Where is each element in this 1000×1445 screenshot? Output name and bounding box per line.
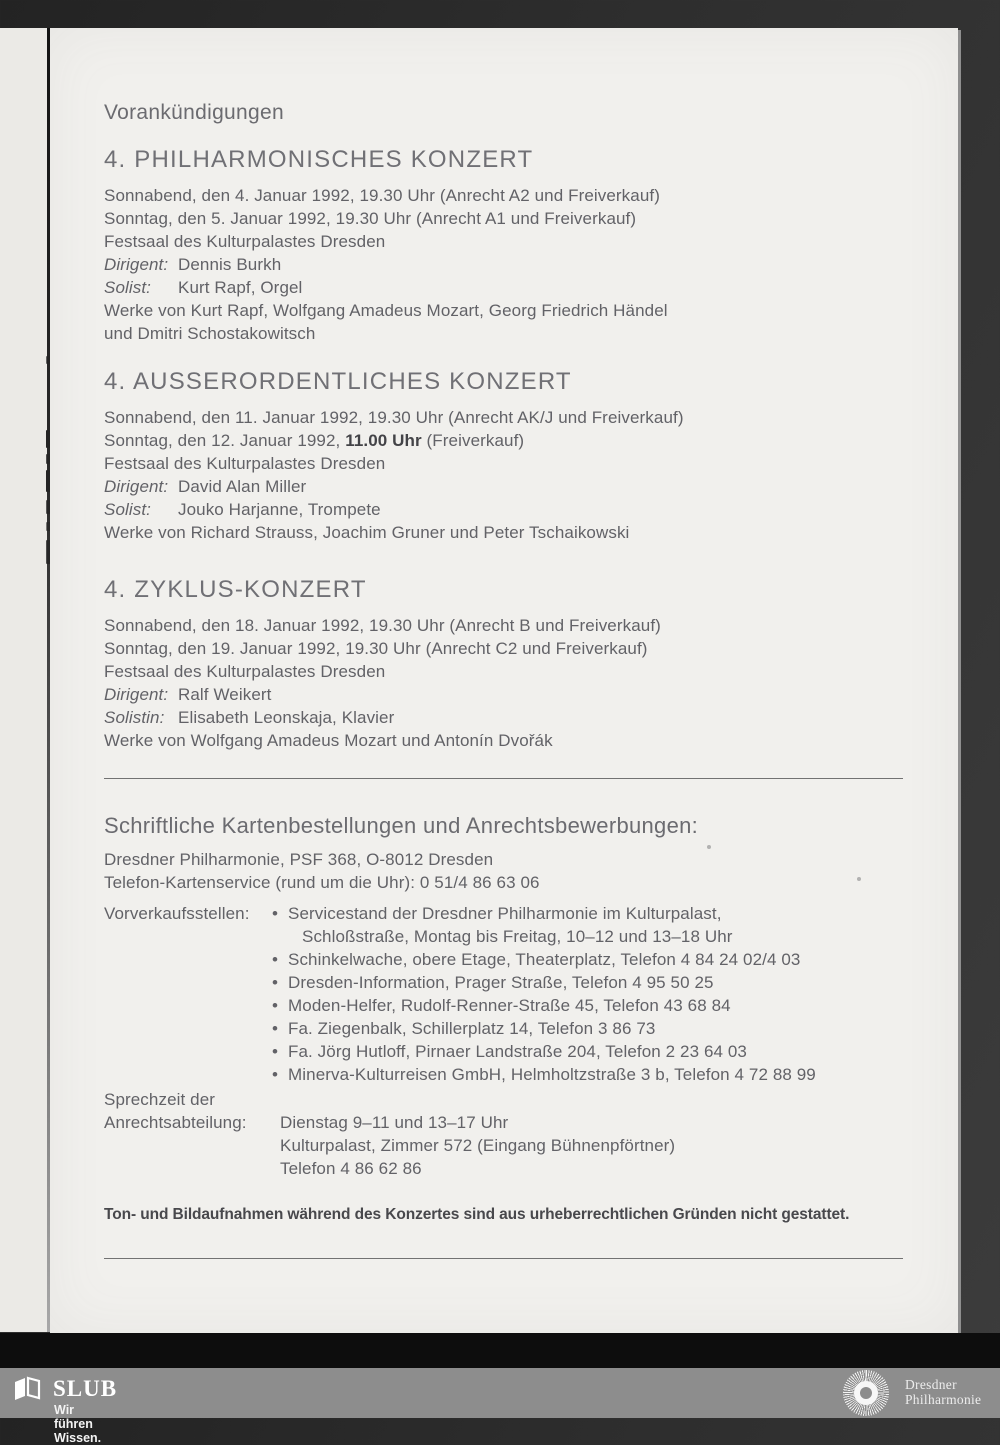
scanned-page xyxy=(50,28,958,1333)
footer-branding-bar xyxy=(0,1368,1000,1445)
concert-section-2 xyxy=(104,368,903,544)
outlet-line: Schloßstraße, Montag bis Freitag, 10–12 und 13–18 Uhr xyxy=(302,927,733,946)
book-icon xyxy=(13,1376,41,1402)
outlet-row xyxy=(272,1063,903,1086)
outlet-row xyxy=(272,902,903,948)
role-label: Dirigent: xyxy=(104,685,169,704)
date-text: (Freiverkauf) xyxy=(421,431,525,450)
outlet-text: Minerva-Kulturreisen GmbH, Helmholtzstraße 3 b, Telefon 4 72 88 99 xyxy=(288,1065,816,1084)
concert-date-line xyxy=(104,429,903,452)
office-value-line: Kulturpalast, Zimmer 572 (Eingang Bühnenpförtner) xyxy=(280,1136,676,1155)
office-label-line: Sprechzeit der xyxy=(104,1090,216,1109)
role-value: Elisabeth Leonskaja, Klavier xyxy=(178,708,395,727)
concert-title: 4. PHILHARMONISCHES KONZERT xyxy=(104,146,534,173)
concert-date-line xyxy=(104,184,903,207)
role-label: Solistin: xyxy=(104,708,165,727)
role-row xyxy=(104,683,903,706)
bullet-icon: • xyxy=(272,996,279,1015)
philharmonie-wordmark xyxy=(905,1377,981,1407)
role-value: Jouko Harjanne, Trompete xyxy=(178,500,381,519)
concert-date-line xyxy=(104,637,903,660)
outlet-line xyxy=(272,948,903,971)
outlet-row xyxy=(272,1040,903,1063)
role-row xyxy=(104,475,903,498)
date-text: Sonnabend, den 4. Januar 1992, 19.30 Uhr (Anrecht A2 und Freiverkauf) xyxy=(104,186,660,205)
outlet-row xyxy=(272,994,903,1017)
page-kicker: Vorankündigungen xyxy=(104,101,284,124)
scanner-background-band xyxy=(0,1333,1000,1368)
slub-wordmark: SLUB xyxy=(53,1376,118,1401)
role-row xyxy=(104,706,903,729)
bullet-icon: • xyxy=(272,1065,279,1084)
date-bold-text: 11.00 Uhr xyxy=(345,431,422,450)
outlet-text: Moden-Helfer, Rudolf-Renner-Straße 45, Telefon 43 68 84 xyxy=(288,996,731,1015)
role-label: Solist: xyxy=(104,278,151,297)
role-value: David Alan Miller xyxy=(178,477,307,496)
bullet-icon: • xyxy=(272,904,279,923)
outlet-row xyxy=(272,948,903,971)
adjacent-page-edge xyxy=(0,28,49,1332)
recording-notice: Ton- und Bildaufnahmen während des Konzertes sind aus urheberrechtlichen Gründen nicht gestattet. xyxy=(104,1206,850,1223)
date-text: Sonntag, den 19. Januar 1992, 19.30 Uhr (Anrecht C2 und Freiverkauf) xyxy=(104,639,648,658)
outlet-line xyxy=(272,1017,903,1040)
office-hours-value xyxy=(280,1111,675,1180)
section-divider xyxy=(104,778,903,779)
role-value: Ralf Weikert xyxy=(178,685,272,704)
date-text: Sonnabend, den 11. Januar 1992, 19.30 Uhr (Anrecht AK/J und Freiverkauf) xyxy=(104,408,684,427)
outlet-text: Dresden-Information, Prager Straße, Telefon 4 95 50 25 xyxy=(288,973,714,992)
outlets-label: Vorverkaufsstellen: xyxy=(104,904,250,923)
outlets-list xyxy=(272,902,903,1086)
bullet-icon: • xyxy=(272,1019,279,1038)
booking-phone-service: Telefon-Kartenservice (rund um die Uhr): 0 51/4 86 63 06 xyxy=(104,873,540,892)
concert-venue: Festsaal des Kulturpalastes Dresden xyxy=(104,662,386,681)
works-line: und Dmitri Schostakowitsch xyxy=(104,324,316,343)
booking-address-block xyxy=(104,848,903,894)
concert-title: 4. AUSSERORDENTLICHES KONZERT xyxy=(104,368,572,395)
philharmonie-name-line: Dresdner xyxy=(905,1377,957,1392)
role-value: Kurt Rapf, Orgel xyxy=(178,278,303,297)
outlet-text: Fa. Ziegenbalk, Schillerplatz 14, Telefon 3 86 73 xyxy=(288,1019,656,1038)
outlet-line xyxy=(272,994,903,1017)
outlet-line xyxy=(272,902,903,925)
office-hours-label xyxy=(104,1088,247,1134)
concert-venue: Festsaal des Kulturpalastes Dresden xyxy=(104,454,386,473)
dust-speck xyxy=(857,877,861,881)
concert-date-line xyxy=(104,614,903,637)
bullet-icon: • xyxy=(272,950,279,969)
date-text: Sonnabend, den 18. Januar 1992, 19.30 Uhr (Anrecht B und Freiverkauf) xyxy=(104,616,661,635)
booking-address: Dresdner Philharmonie, PSF 368, O-8012 Dresden xyxy=(104,850,494,869)
outlet-row xyxy=(272,1017,903,1040)
concert-title: 4. ZYKLUS-KONZERT xyxy=(104,576,367,603)
works-line: Werke von Richard Strauss, Joachim Gruner und Peter Tschaikowski xyxy=(104,523,630,542)
role-row xyxy=(104,498,903,521)
concert-section-1 xyxy=(104,146,903,345)
bullet-icon: • xyxy=(272,973,279,992)
works-line: Werke von Kurt Rapf, Wolfgang Amadeus Mozart, Georg Friedrich Händel xyxy=(104,301,668,320)
role-label: Dirigent: xyxy=(104,255,169,274)
sunburst-hole xyxy=(860,1387,872,1399)
concert-venue: Festsaal des Kulturpalastes Dresden xyxy=(104,232,386,251)
role-label: Dirigent: xyxy=(104,477,169,496)
outlet-line xyxy=(272,971,903,994)
bullet-icon: • xyxy=(272,1042,279,1061)
office-value-line: Telefon 4 86 62 86 xyxy=(280,1159,422,1178)
date-text: Sonntag, den 12. Januar 1992, xyxy=(104,431,346,450)
office-value-line: Dienstag 9–11 und 13–17 Uhr xyxy=(280,1113,509,1132)
outlet-text: Fa. Jörg Hutloff, Pirnaer Landstraße 204, Telefon 2 23 64 03 xyxy=(288,1042,747,1061)
role-row xyxy=(104,276,903,299)
philharmonie-name-line: Philharmonie xyxy=(905,1392,982,1407)
concert-section-3 xyxy=(104,576,903,752)
section-divider xyxy=(104,1258,903,1259)
slub-tagline: Wir führen Wissen. xyxy=(54,1403,102,1445)
sunburst-icon xyxy=(843,1370,889,1416)
dust-speck xyxy=(707,845,711,849)
outlet-text: Servicestand der Dresdner Philharmonie im Kulturpalast, xyxy=(288,904,722,923)
outlet-row xyxy=(272,971,903,994)
date-text: Sonntag, den 5. Januar 1992, 19.30 Uhr (Anrecht A1 und Freiverkauf) xyxy=(104,209,637,228)
office-label-line: Anrechtsabteilung: xyxy=(104,1113,247,1132)
outlet-text: Schinkelwache, obere Etage, Theaterplatz, Telefon 4 84 24 02/4 03 xyxy=(288,950,801,969)
outlet-line xyxy=(272,1063,903,1086)
works-line: Werke von Wolfgang Amadeus Mozart und Antonín Dvořák xyxy=(104,731,553,750)
concert-date-line xyxy=(104,207,903,230)
booking-heading: Schriftliche Kartenbestellungen und Anrechtsbewerbungen: xyxy=(104,813,699,838)
concert-date-line xyxy=(104,406,903,429)
outlet-line xyxy=(272,1040,903,1063)
role-row xyxy=(104,253,903,276)
role-label: Solist: xyxy=(104,500,151,519)
role-value: Dennis Burkh xyxy=(178,255,282,274)
